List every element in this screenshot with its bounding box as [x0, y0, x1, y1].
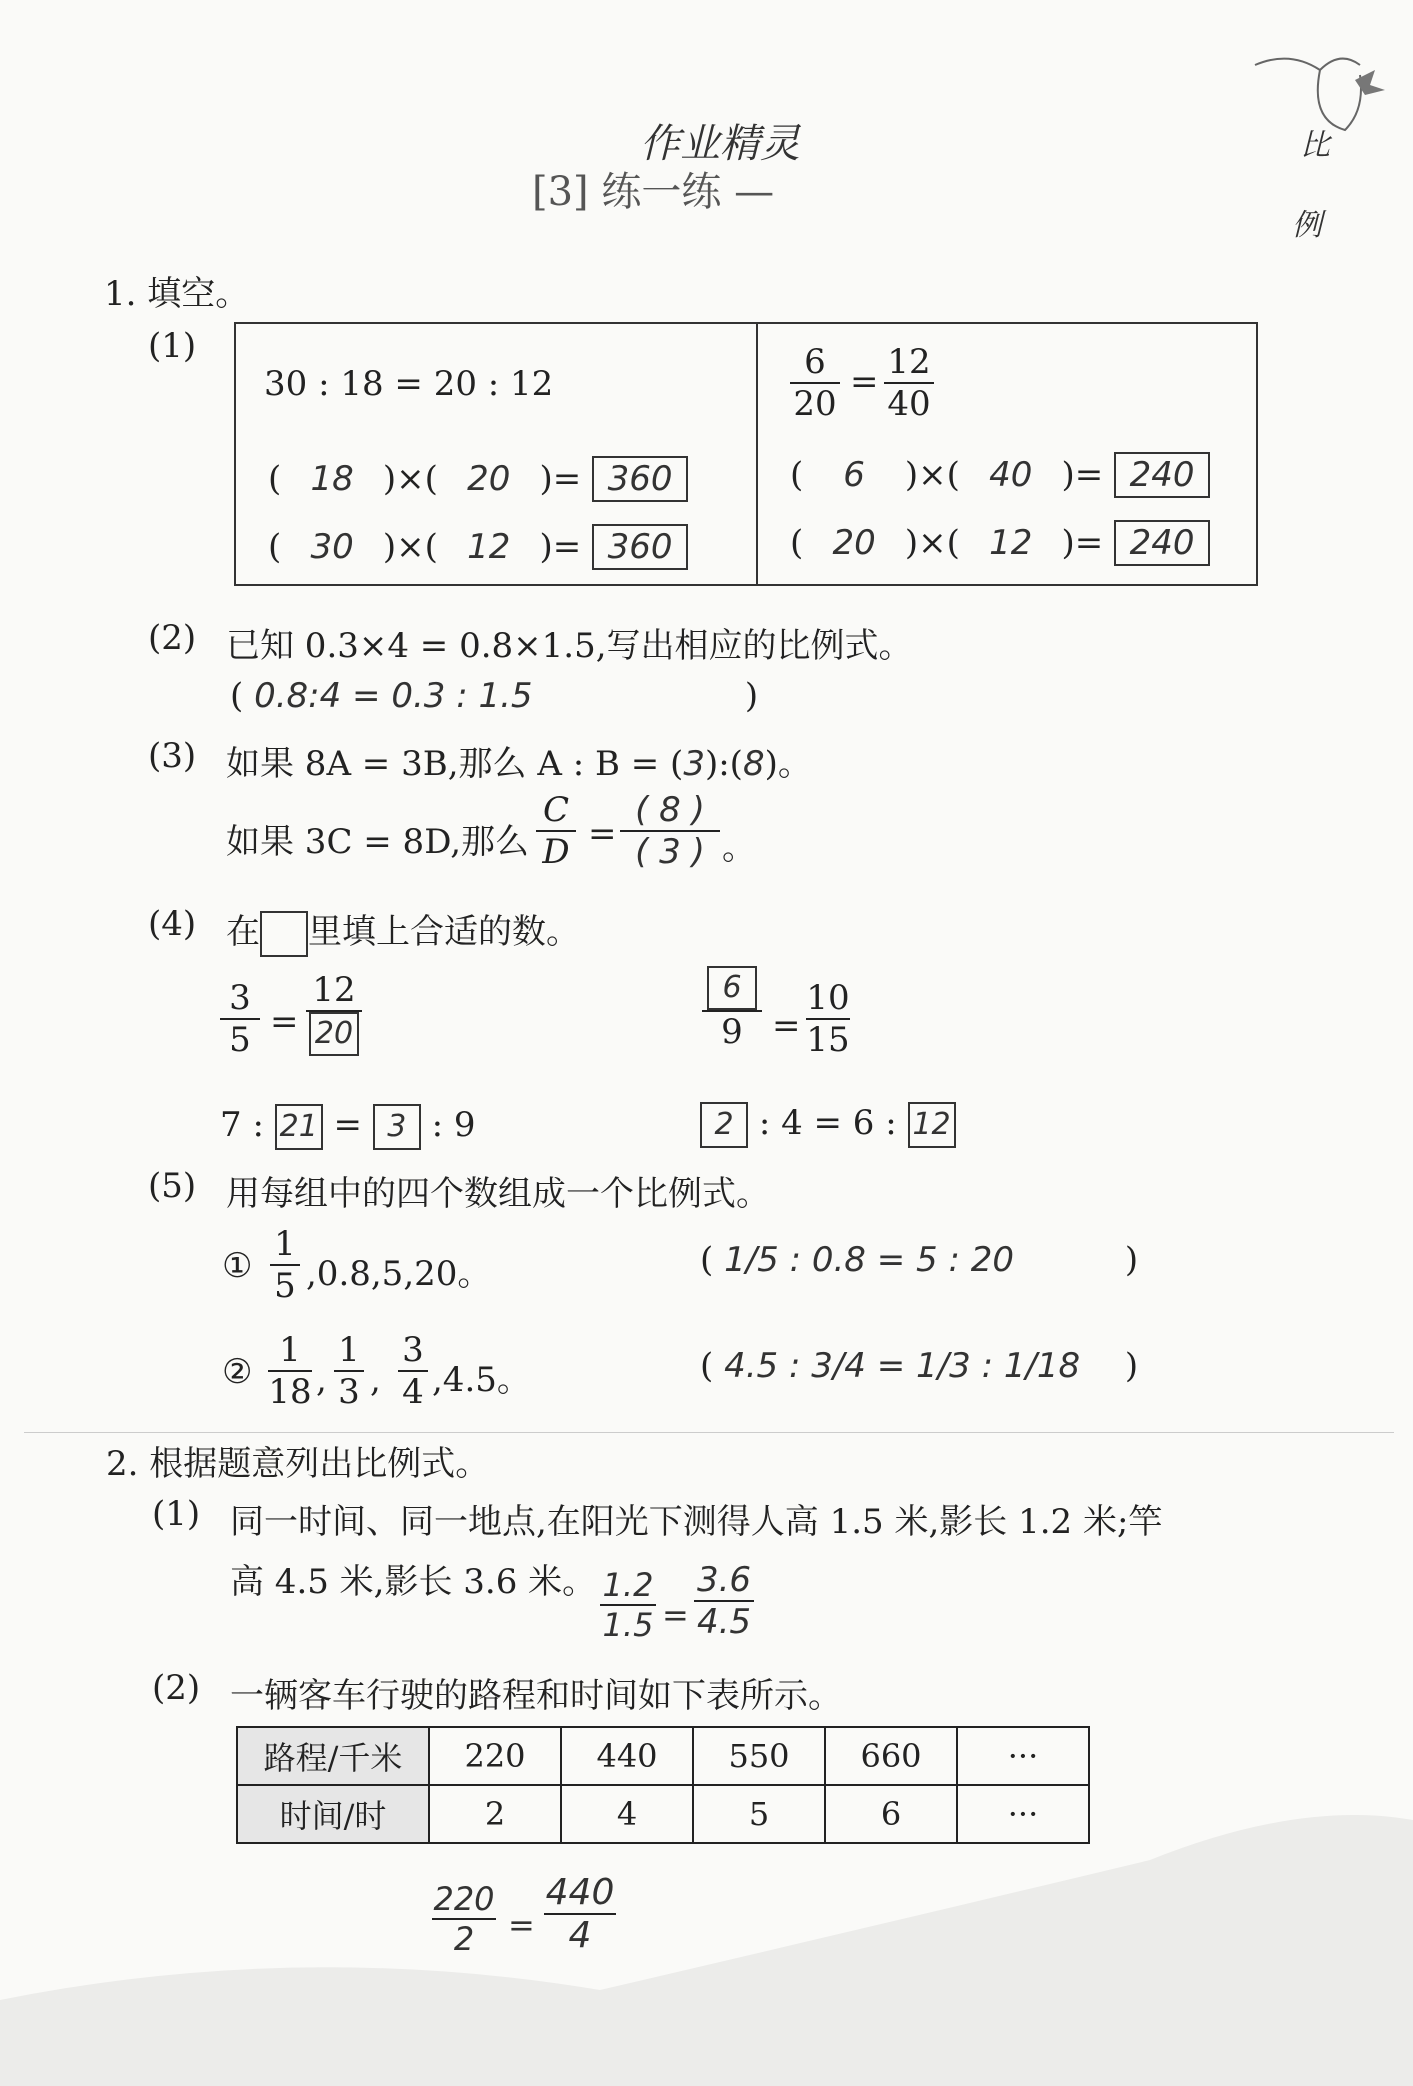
q1-p5-g2-rest: ,4.5。 — [432, 1360, 531, 1400]
answer-b[interactable]: 12 — [467, 527, 511, 567]
table-cell: 220 — [429, 1727, 561, 1785]
q1-p2-answer[interactable]: 0.8:4 = 0.3 : 1.5 — [254, 676, 533, 716]
answer-numerator[interactable]: ( 8 ) — [635, 790, 705, 830]
denominator: 5 — [229, 1020, 251, 1060]
numerator: 10 — [806, 978, 850, 1018]
q1-p3-answer-frac — [620, 790, 720, 872]
q1-p4-frac2a — [702, 966, 762, 1052]
numerator: 1.2 — [602, 1566, 654, 1604]
table-cell: 550 — [693, 1727, 825, 1785]
q1-p5-g1-frac — [270, 1224, 300, 1306]
q2-p2-answer-eq: = — [508, 1906, 535, 1944]
q1-p5-text: 用每组中的四个数组成一个比例式。 — [226, 1174, 770, 1214]
q1-p5-g2-mark: ② — [222, 1352, 253, 1392]
numerator: 1 — [338, 1330, 360, 1370]
q2-p1-line1: 同一时间、同一地点,在阳光下测得人高 1.5 米,影长 1.2 米;竿 — [230, 1502, 1163, 1542]
numerator: 3 — [402, 1330, 424, 1370]
q1-p4-row1: 7 : 21 = 3 : 9 — [220, 1104, 476, 1150]
numerator: C — [542, 790, 569, 830]
q1-p4-frac1a — [220, 978, 260, 1060]
q1-p3-frac — [536, 790, 576, 872]
answer-box[interactable]: 21 — [275, 1104, 323, 1150]
q1-p3-eq: = — [588, 814, 617, 854]
numerator: 3.6 — [696, 1560, 752, 1600]
section-divider — [24, 1432, 1394, 1433]
q1-p5-g2-answer-line: ( 4.5 : 3/4 = 1/3 : 1/18 ) — [700, 1346, 1139, 1386]
denominator: 40 — [887, 384, 931, 424]
answer-b[interactable]: 20 — [467, 459, 511, 499]
q1-p5-g2-answer[interactable]: 4.5 : 3/4 = 1/3 : 1/18 — [724, 1346, 1081, 1386]
q1-p1-left-equation: 30 : 18 = 20 : 12 — [264, 364, 554, 404]
brand-watermark: 作业精灵 — [640, 121, 800, 167]
numerator: 1 — [279, 1330, 301, 1370]
table-cell: 660 — [825, 1727, 957, 1785]
q1-p1-label: (1) — [148, 326, 197, 366]
q2-p1-line2: 高 4.5 米,影长 3.6 米。 — [230, 1562, 597, 1602]
table-cell: 5 — [693, 1785, 825, 1843]
answer-box[interactable]: 3 — [373, 1104, 421, 1150]
denominator: 18 — [268, 1372, 312, 1412]
answer-a[interactable]: 6 — [843, 455, 865, 495]
denominator: 15 — [806, 1020, 850, 1060]
q1-p5-g1-answer-line: ( 1/5 : 0.8 = 5 : 20 ) — [700, 1240, 1139, 1280]
answer-b[interactable]: 12 — [989, 523, 1033, 563]
answer-box[interactable]: 240 — [1114, 520, 1210, 566]
q2-p1-label: (1) — [152, 1494, 201, 1534]
q1-p1-right-frac1 — [790, 342, 840, 424]
denominator: 4 — [402, 1372, 424, 1412]
q2-title: 2. 根据题意列出比例式。 — [106, 1444, 490, 1484]
comma: , — [316, 1360, 327, 1400]
q1-p3-line2-pre: 如果 3C = 8D,那么 — [226, 822, 530, 862]
answer-box[interactable]: 240 — [1114, 452, 1210, 498]
q1-p5-g1-mark: ① — [222, 1246, 253, 1286]
table-cell: 6 — [825, 1785, 957, 1843]
q1-p4-text: 在 里填上合适的数。 — [226, 904, 580, 957]
numerator: 440 — [545, 1872, 615, 1913]
q1-title: 1. 填空。 — [104, 274, 250, 314]
answer-box[interactable]: 20 — [309, 1012, 359, 1056]
q2-p1-answer-frac1[interactable] — [600, 1566, 656, 1644]
numerator: 12 — [312, 970, 356, 1010]
denominator: 20 — [793, 384, 837, 424]
empty-box-icon — [260, 911, 308, 957]
q1-p1-right-row2: ( 20 )×( 12 )= 240 — [790, 520, 1210, 566]
table-cell: 4 — [561, 1785, 693, 1843]
comma: , — [370, 1360, 381, 1400]
table-cell: 2 — [429, 1785, 561, 1843]
answer-box[interactable]: 6 — [707, 966, 757, 1010]
answer-b[interactable]: 8 — [742, 744, 765, 784]
q1-p4-row2: 2 : 4 = 6 : 12 — [700, 1102, 956, 1148]
row-header: 时间/时 — [237, 1785, 429, 1843]
side-char-2: 例 — [1292, 208, 1322, 243]
q2-p1-answer-frac2[interactable] — [694, 1560, 754, 1642]
q1-p4-eq1: = — [270, 1002, 299, 1042]
q1-p1-left-row2: ( 30 )×( 12 )= 360 — [268, 524, 688, 570]
numerator: 6 — [804, 342, 826, 382]
q1-p1-eq: = — [850, 362, 879, 402]
q1-p5-g2-frac2 — [334, 1330, 364, 1412]
answer-a[interactable]: 30 — [310, 527, 354, 567]
numerator: 12 — [887, 342, 931, 382]
table-cell: ··· — [957, 1727, 1089, 1785]
denominator: 2 — [453, 1920, 475, 1958]
q1-p4-frac2b — [806, 978, 850, 1060]
numerator: 220 — [433, 1880, 495, 1918]
answer-a[interactable]: 3 — [683, 744, 705, 784]
side-char-1: 比 — [1300, 128, 1330, 163]
answer-b[interactable]: 40 — [989, 455, 1033, 495]
q1-p2-answer-line: ( 0.8:4 = 0.3 : 1.5 ) — [230, 676, 759, 716]
q1-p4-label: (4) — [148, 904, 197, 944]
denominator: D — [542, 832, 570, 872]
answer-a[interactable]: 18 — [310, 459, 354, 499]
q1-p1-right-row1: ( 6 )×( 40 )= 240 — [790, 452, 1210, 498]
q1-p4-eq2: = — [772, 1006, 801, 1046]
q1-p5-g1-rest: ,0.8,5,20。 — [306, 1254, 492, 1294]
denominator: 5 — [274, 1266, 296, 1306]
q1-p5-g1-answer[interactable]: 1/5 : 0.8 = 5 : 20 — [724, 1240, 1015, 1280]
table-cell: ··· — [957, 1785, 1089, 1843]
answer-box[interactable]: 360 — [592, 456, 688, 502]
q1-p3-end: 。 — [722, 828, 756, 868]
answer-box[interactable]: 12 — [908, 1102, 956, 1148]
numerator: 1 — [274, 1224, 296, 1264]
table-cell: 440 — [561, 1727, 693, 1785]
denominator: 4.5 — [696, 1602, 752, 1642]
answer-box[interactable]: 360 — [592, 524, 688, 570]
q1-p1-left-row1: ( 18 )×( 20 )= 360 — [268, 456, 688, 502]
q1-p1-right-frac2 — [884, 342, 934, 424]
q1-p5-g2-frac1 — [268, 1330, 312, 1412]
numerator: 3 — [229, 978, 251, 1018]
answer-a[interactable]: 20 — [832, 523, 876, 563]
answer-box[interactable]: 2 — [700, 1102, 748, 1148]
answer-denominator[interactable]: ( 3 ) — [635, 832, 705, 872]
lesson-title: [3] 练一练 — — [532, 169, 775, 215]
q1-p5-label: (5) — [148, 1166, 197, 1206]
row-header: 路程/千米 — [237, 1727, 429, 1785]
q2-p2-text: 一辆客车行驶的路程和时间如下表所示。 — [230, 1676, 842, 1716]
q2-p1-answer-eq: = — [662, 1596, 689, 1634]
q1-p4-frac1b — [306, 970, 362, 1056]
q1-p2-text: 已知 0.3×4 = 0.8×1.5,写出相应的比例式。 — [226, 626, 913, 666]
q2-p2-label: (2) — [152, 1668, 201, 1708]
denominator: 9 — [721, 1012, 743, 1052]
q1-p3-label: (3) — [148, 736, 197, 776]
background-wash — [0, 1740, 1413, 2086]
flower-doodle-icon — [1250, 30, 1390, 140]
denominator: 3 — [338, 1372, 360, 1412]
q1-p5-g2-frac3 — [398, 1330, 428, 1412]
q1-p2-label: (2) — [148, 618, 197, 658]
denominator: 4 — [568, 1915, 592, 1956]
denominator: 1.5 — [602, 1606, 654, 1644]
q1-p3-line1: 如果 8A = 3B,那么 A : B = (3):(8)。 — [226, 744, 812, 784]
